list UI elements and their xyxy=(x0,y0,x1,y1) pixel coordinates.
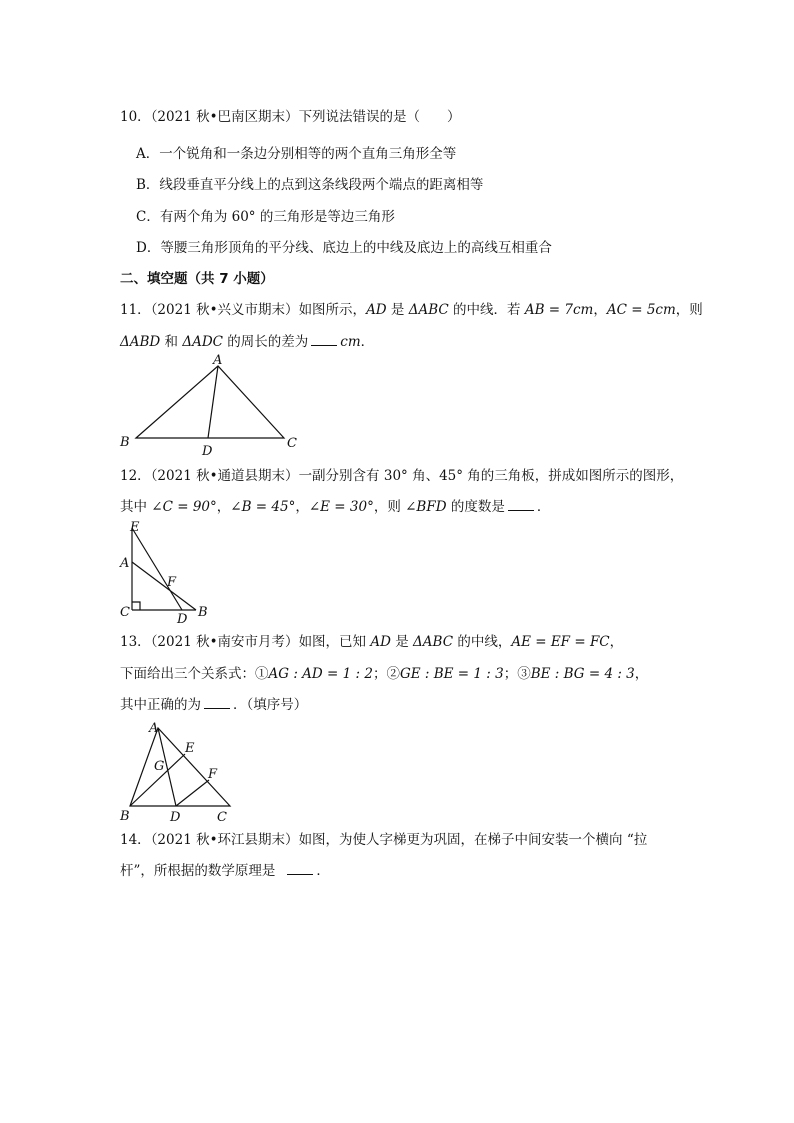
q10-option-a: A．一个锐角和一条边分别相等的两个直角三角形全等 xyxy=(136,146,457,162)
label-b: B xyxy=(120,809,130,824)
q13-math: AG : AD = 1 : 2 xyxy=(268,666,373,682)
q12-math: ∠B = 45° xyxy=(230,499,296,515)
q12-answer-blank[interactable] xyxy=(508,498,534,511)
label-d: D xyxy=(202,444,213,459)
q13-math: ΔABC xyxy=(413,634,454,650)
q14-text: 杆”，所根据的数学原理是 xyxy=(120,863,276,879)
q13-text: 其中正确的为 xyxy=(120,697,201,713)
q10-option-d: D．等腰三角形顶角的平分线、底边上的中线及底边上的高线互相重合 xyxy=(136,240,552,256)
q10-option-b: B．线段垂直平分线上的点到这条线段两个端点的距离相等 xyxy=(136,177,484,193)
q13-math: GE : BE = 1 : 3 xyxy=(399,666,504,682)
q13-source: （2021 秋•南安市月考） xyxy=(150,634,299,650)
q11-number: 11． xyxy=(120,302,151,318)
q11-math: cm xyxy=(340,334,361,350)
q11-math: AC = 5cm xyxy=(606,302,676,318)
q12-math: ∠BFD xyxy=(405,499,447,515)
q11-text: ，则 xyxy=(675,302,703,318)
q14-number: 14． xyxy=(120,832,151,848)
q13-math: AD xyxy=(370,634,391,650)
label-f: F xyxy=(208,767,218,782)
q11-text: ． xyxy=(360,334,375,350)
q11-line2 xyxy=(120,333,374,351)
q13-text: ， xyxy=(634,666,649,682)
q11-source: （2021 秋•兴义市期末） xyxy=(150,302,299,318)
label-f: F xyxy=(167,575,177,590)
q13-text: 下面给出三个关系式：① xyxy=(120,666,269,682)
q11-text: 是 xyxy=(386,302,409,318)
q10-text: 下列说法错误的是（ ） xyxy=(298,109,461,125)
label-c: C xyxy=(120,605,130,620)
median-ad xyxy=(208,366,218,438)
q12-line1 xyxy=(120,467,683,485)
label-b: B xyxy=(120,435,130,450)
q14-source: （2021 秋•环江县期末） xyxy=(150,832,299,848)
label-c: C xyxy=(217,810,227,825)
segment-ab xyxy=(132,562,196,610)
q13-text: 如图，已知 xyxy=(298,634,371,650)
q13-median-figure xyxy=(116,718,246,824)
q13-line1 xyxy=(120,633,623,651)
q14-text: 如图，为使人字梯更为巩固，在梯子中间安装一个横向 “拉 xyxy=(298,832,648,848)
q13-line3 xyxy=(120,696,307,714)
q13-math: BE : BG = 4 : 3 xyxy=(530,666,635,682)
q14-line1 xyxy=(120,831,647,849)
q13-text: 是 xyxy=(390,634,414,650)
label-e: E xyxy=(185,741,195,756)
q13-text: 的中线， xyxy=(453,634,512,650)
q13-text: ．（填序号） xyxy=(233,697,308,713)
q12-text: ， xyxy=(216,499,231,515)
q12-source: （2021 秋•通道县期末） xyxy=(150,468,299,484)
q12-number: 12． xyxy=(120,468,151,484)
q13-text: ；② xyxy=(372,666,400,682)
q11-triangle-figure xyxy=(112,353,312,459)
section-heading-fill-in: 二、填空题（共 7 小题） xyxy=(120,271,274,287)
q11-math: AB = 7cm xyxy=(524,302,594,318)
label-g: G xyxy=(154,759,165,774)
q12-text: ，则 xyxy=(373,499,406,515)
q13-text: ；③ xyxy=(503,666,531,682)
label-e: E xyxy=(130,520,140,535)
q13-text: ， xyxy=(609,634,624,650)
q12-text: 其中 xyxy=(120,499,152,515)
q14-answer-blank[interactable] xyxy=(287,862,313,875)
q14-line2 xyxy=(120,862,330,880)
q13-line2 xyxy=(120,665,648,683)
label-d: D xyxy=(177,612,188,627)
q11-text: ， xyxy=(593,302,607,318)
q10-stem xyxy=(120,108,461,126)
q11-text: 的中线．若 xyxy=(448,302,525,318)
right-angle-mark xyxy=(132,602,140,610)
q14-text: ． xyxy=(316,863,330,879)
label-a: A xyxy=(120,556,130,571)
label-d: D xyxy=(170,810,181,825)
q12-text: 一副分别含有 30° 角、45° 角的三角板，拼成如图所示的图形， xyxy=(298,468,684,484)
q13-math: AE = EF = FC xyxy=(511,634,610,650)
q11-text: 如图所示， xyxy=(298,302,367,318)
label-a: A xyxy=(149,721,159,736)
q10-source: （2021 秋•巴南区期末） xyxy=(150,109,299,125)
label-c: C xyxy=(287,436,297,451)
q12-line2 xyxy=(120,498,550,516)
q12-text: ， xyxy=(295,499,309,515)
q11-text: 和 xyxy=(160,334,183,350)
q12-set-square-figure xyxy=(116,520,216,628)
q11-math: AD xyxy=(366,302,387,318)
q12-text: 的度数是 xyxy=(446,499,505,515)
q12-math: ∠E = 30° xyxy=(308,499,374,515)
q12-math: ∠C = 90° xyxy=(151,499,217,515)
segment-df xyxy=(176,780,209,806)
q11-math: ΔADC xyxy=(182,334,223,350)
q11-text: 的周长的差为 xyxy=(223,334,309,350)
q11-math: ΔABC xyxy=(408,302,449,318)
q11-math: ΔABD xyxy=(120,334,161,350)
q13-answer-blank[interactable] xyxy=(204,696,230,709)
label-a: A xyxy=(213,353,223,368)
q10-option-c: C．有两个角为 60° 的三角形是等边三角形 xyxy=(136,209,395,225)
q12-text: ． xyxy=(536,499,551,515)
q13-number: 13． xyxy=(120,634,151,650)
label-b: B xyxy=(198,605,208,620)
q10-number: 10． xyxy=(120,109,151,125)
segment-ed xyxy=(132,528,182,610)
q11-answer-blank[interactable] xyxy=(311,333,337,346)
q11-line1 xyxy=(120,301,703,319)
